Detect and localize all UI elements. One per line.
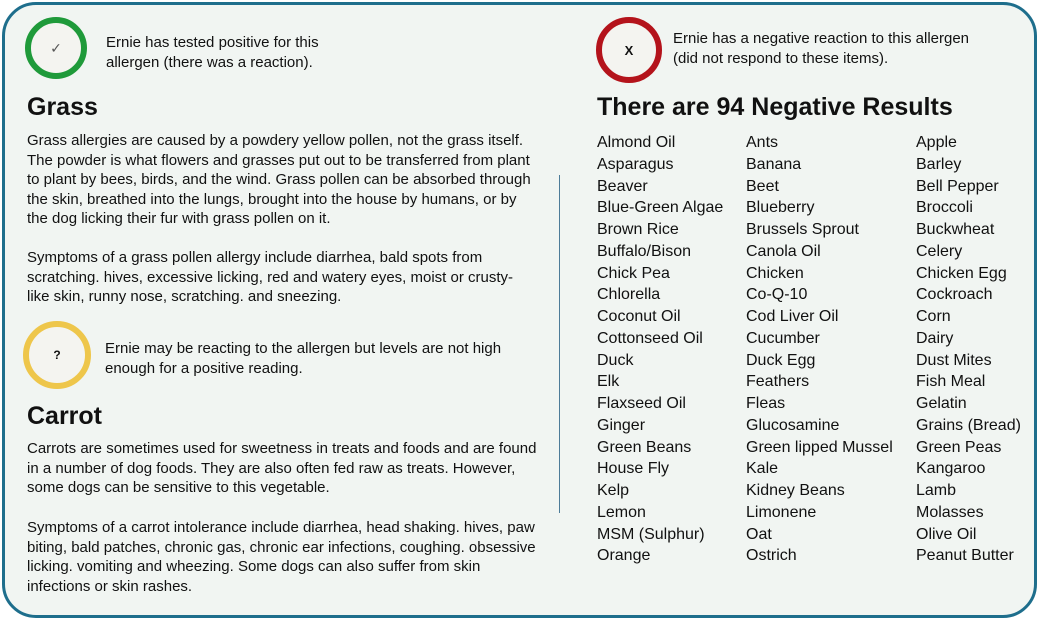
- borderline-legend-text: Ernie may be reacting to the allergen but levels are not high enough for a positive reading.: [105, 340, 502, 377]
- negative-results-column-2: [746, 132, 893, 567]
- negative-result-item: Green Beans: [597, 438, 692, 456]
- carrot-description: Carrots are sometimes used for sweetness in treats and foods and are found in a number of dog foods. They are also often fed raw as treats. However, some dogs can be sensitive to this vegetable.: [27, 440, 537, 496]
- negative-result-item: Asparagus: [597, 155, 674, 173]
- negative-result-item: Elk: [597, 373, 620, 391]
- negative-result-item: Fish Meal: [916, 373, 986, 391]
- column-divider: [559, 175, 560, 513]
- negative-result-item: Lemon: [597, 503, 646, 521]
- negative-result-item: Chicken Egg: [916, 264, 1007, 282]
- checkmark-icon: ✓: [50, 39, 62, 56]
- negative-result-item: Brussels Sprout: [746, 221, 859, 238]
- positive-badge-icon: [25, 17, 87, 79]
- carrot-title: Carrot: [27, 402, 103, 430]
- negative-result-item: Duck Egg: [746, 351, 816, 369]
- negative-result-item: Flaxseed Oil: [597, 395, 686, 412]
- negative-result-item: Duck: [597, 351, 634, 369]
- negative-result-item: Chicken: [746, 264, 804, 282]
- negative-result-item: Co-Q-10: [746, 286, 808, 304]
- negative-result-item: Kangaroo: [916, 460, 986, 478]
- negative-result-item: Limonene: [746, 503, 817, 521]
- negative-result-item: Cockroach: [916, 286, 993, 304]
- negative-result-item: Cottonseed Oil: [597, 329, 703, 347]
- negative-result-item: Cucumber: [746, 329, 820, 347]
- negative-result-item: Dairy: [916, 329, 954, 347]
- negative-result-item: Orange: [597, 547, 651, 565]
- negative-result-item: Broccoli: [916, 199, 973, 217]
- negative-result-item: Olive Oil: [916, 525, 977, 543]
- negative-result-item: Banana: [746, 155, 802, 173]
- negative-result-item: Lamb: [916, 482, 957, 499]
- negative-result-item: Almond Oil: [597, 134, 676, 151]
- negative-result-item: Bell Pepper: [916, 177, 999, 195]
- negative-result-item: Ostrich: [746, 547, 797, 565]
- grass-description: Grass allergies are caused by a powdery yellow pollen, not the grass itself. The powder is what flowers and grasses put out to be transferred from plant to plant by bees, birds, and the wind. Grass pollen can be absorbed through the skin, breathed into the lungs, brought into the house by humans, or by the dog licking their fur with grass pollen on it.: [27, 132, 531, 227]
- negative-result-item: Brown Rice: [597, 221, 679, 238]
- negative-result-item: Beet: [746, 177, 779, 195]
- negative-result-item: Cod Liver Oil: [746, 308, 839, 325]
- negative-result-item: House Fly: [597, 460, 670, 478]
- negative-result-item: Peanut Butter: [916, 547, 1014, 565]
- negative-result-item: Feathers: [746, 373, 810, 391]
- x-icon: X: [624, 42, 634, 58]
- negative-result-item: Beaver: [597, 177, 648, 195]
- negative-legend-text: Ernie has a negative reaction to this allergen (did not respond to these items).: [673, 30, 970, 67]
- negative-results-column-1: [597, 132, 723, 567]
- negative-result-item: Corn: [916, 308, 951, 325]
- negative-result-item: Ants: [746, 134, 779, 151]
- negative-result-item: Ginger: [597, 416, 646, 434]
- carrot-symptoms: Symptoms of a carrot intolerance include diarrhea, head shaking. hives, paw biting, bald patches, chronic gas, chronic ear infections, coughing. obsessive licking. vomiting and wheezing. Some dogs can also suffer from skin infections or skin rashes.: [27, 519, 536, 595]
- negative-result-item: Chick Pea: [597, 264, 670, 282]
- borderline-badge-icon: [23, 321, 91, 389]
- negative-result-item: Blue-Green Algae: [597, 199, 724, 217]
- negative-result-item: Buffalo/Bison: [597, 242, 691, 260]
- negative-result-item: Coconut Oil: [597, 308, 681, 325]
- negative-result-item: Glucosamine: [746, 416, 840, 434]
- negative-results-title: There are 94 Negative Results: [597, 93, 953, 121]
- negative-result-item: Canola Oil: [746, 242, 821, 260]
- negative-result-item: Buckwheat: [916, 221, 995, 238]
- negative-result-item: Dust Mites: [916, 351, 992, 369]
- grass-title: Grass: [27, 93, 98, 121]
- negative-result-item: Chlorella: [597, 286, 661, 304]
- positive-legend-text: Ernie has tested positive for this allergen (there was a reaction).: [106, 34, 319, 71]
- negative-result-item: Barley: [916, 155, 962, 173]
- negative-results-column-3: [916, 132, 1021, 567]
- negative-result-item: Oat: [746, 525, 772, 543]
- negative-result-item: Kale: [746, 460, 779, 478]
- negative-badge-icon: [596, 17, 662, 83]
- question-icon: ?: [53, 348, 61, 362]
- negative-result-item: Fleas: [746, 395, 786, 412]
- negative-result-item: Green Peas: [916, 438, 1002, 456]
- negative-result-item: Green lipped Mussel: [746, 438, 893, 456]
- negative-result-item: Blueberry: [746, 199, 815, 217]
- allergy-report-card: [2, 2, 1037, 618]
- negative-result-item: Kidney Beans: [746, 482, 845, 499]
- negative-result-item: Apple: [916, 134, 957, 151]
- negative-result-item: MSM (Sulphur): [597, 525, 705, 543]
- negative-result-item: Kelp: [597, 482, 630, 499]
- negative-result-item: Celery: [916, 242, 963, 260]
- negative-result-item: Molasses: [916, 503, 984, 521]
- negative-result-item: Gelatin: [916, 395, 967, 412]
- grass-symptoms: Symptoms of a grass pollen allergy include diarrhea, bald spots from scratching. hives, excessive licking, red and watery eyes, moist or crusty-like skin, runny nose, scratching. and sneezing.: [27, 249, 514, 305]
- negative-result-item: Grains (Bread): [916, 416, 1021, 434]
